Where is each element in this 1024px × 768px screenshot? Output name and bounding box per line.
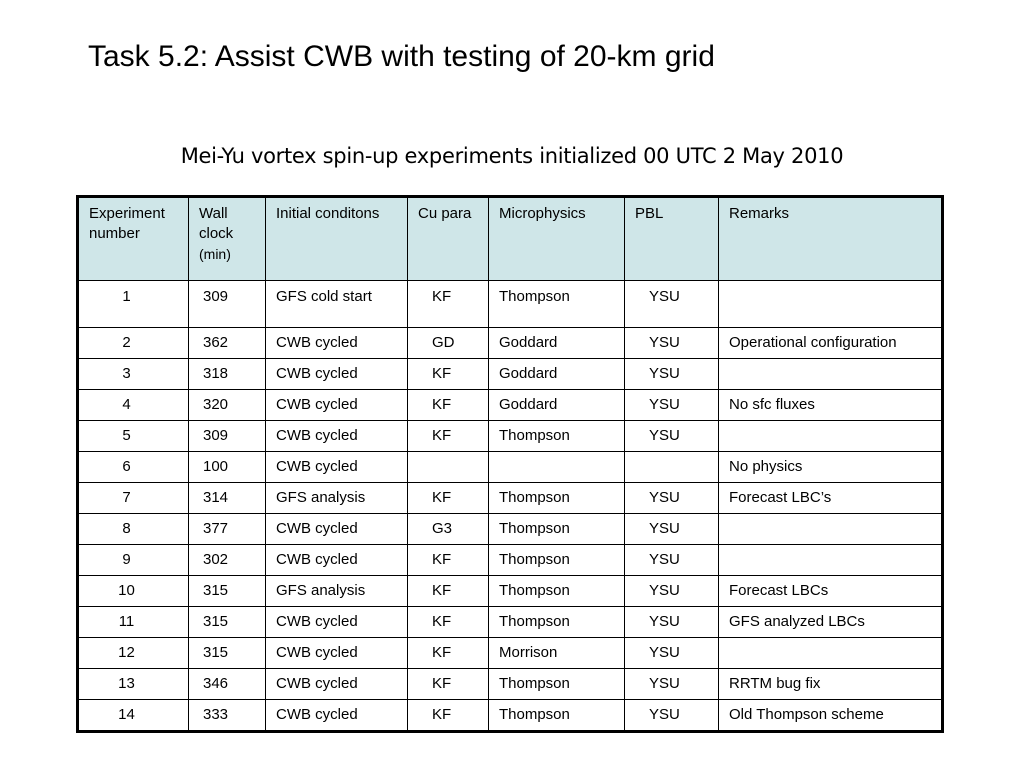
cell-cu-para: KF [408, 545, 489, 576]
cell-initial-conditions: CWB cycled [266, 390, 408, 421]
cell-cu-para [408, 452, 489, 483]
cell-wall-clock: 320 [189, 390, 266, 421]
table-row [78, 514, 943, 545]
cell-experiment-number: 9 [78, 545, 189, 576]
slide-title: Task 5.2: Assist CWB with testing of 20-km grid [88, 40, 715, 73]
cell-pbl: YSU [625, 700, 719, 732]
cell-experiment-number: 3 [78, 359, 189, 390]
cell-experiment-number: 4 [78, 390, 189, 421]
cell-microphysics: Thompson [489, 576, 625, 607]
cell-experiment-number: 7 [78, 483, 189, 514]
cell-cu-para: G3 [408, 514, 489, 545]
cell-initial-conditions: GFS analysis [266, 483, 408, 514]
cell-experiment-number: 12 [78, 638, 189, 669]
cell-cu-para: GD [408, 328, 489, 359]
cell-remarks: Operational configuration [719, 328, 943, 359]
cell-wall-clock: 309 [189, 421, 266, 452]
cell-wall-clock: 315 [189, 576, 266, 607]
cell-cu-para: KF [408, 607, 489, 638]
cell-microphysics: Thompson [489, 545, 625, 576]
cell-experiment-number: 13 [78, 669, 189, 700]
cell-pbl: YSU [625, 281, 719, 328]
cell-cu-para: KF [408, 700, 489, 732]
cell-microphysics: Morrison [489, 638, 625, 669]
cell-experiment-number: 8 [78, 514, 189, 545]
cell-experiment-number: 10 [78, 576, 189, 607]
cell-pbl: YSU [625, 359, 719, 390]
cell-pbl: YSU [625, 514, 719, 545]
cell-remarks [719, 638, 943, 669]
cell-pbl: YSU [625, 669, 719, 700]
cell-wall-clock: 100 [189, 452, 266, 483]
header-microphysics: Microphysics [489, 197, 625, 281]
cell-pbl: YSU [625, 328, 719, 359]
table-row [78, 638, 943, 669]
table-row [78, 700, 943, 732]
cell-remarks: No sfc fluxes [719, 390, 943, 421]
header-cu-para: Cu para [408, 197, 489, 281]
cell-remarks: RRTM bug fix [719, 669, 943, 700]
cell-remarks: Forecast LBCs [719, 576, 943, 607]
cell-experiment-number: 2 [78, 328, 189, 359]
cell-initial-conditions: CWB cycled [266, 669, 408, 700]
table-row [78, 359, 943, 390]
cell-microphysics: Thompson [489, 514, 625, 545]
cell-experiment-number: 11 [78, 607, 189, 638]
cell-wall-clock: 318 [189, 359, 266, 390]
cell-remarks [719, 359, 943, 390]
cell-initial-conditions: CWB cycled [266, 700, 408, 732]
table-row [78, 669, 943, 700]
cell-wall-clock: 315 [189, 607, 266, 638]
cell-experiment-number: 5 [78, 421, 189, 452]
cell-microphysics [489, 452, 625, 483]
header-experiment-number: Experiment number [78, 197, 189, 281]
cell-initial-conditions: CWB cycled [266, 638, 408, 669]
cell-wall-clock: 302 [189, 545, 266, 576]
cell-initial-conditions: CWB cycled [266, 328, 408, 359]
cell-pbl: YSU [625, 545, 719, 576]
cell-wall-clock: 346 [189, 669, 266, 700]
cell-initial-conditions: CWB cycled [266, 607, 408, 638]
cell-wall-clock: 333 [189, 700, 266, 732]
table-row [78, 390, 943, 421]
cell-pbl: YSU [625, 421, 719, 452]
table-caption: Mei-Yu vortex spin-up experiments initialized 00 UTC 2 May 2010 [180, 144, 844, 168]
header-initial-conditions: Initial conditons [266, 197, 408, 281]
cell-pbl: YSU [625, 607, 719, 638]
table-row [78, 328, 943, 359]
cell-microphysics: Thompson [489, 421, 625, 452]
header-row [78, 197, 943, 281]
table-row [78, 281, 943, 328]
table-row [78, 607, 943, 638]
cell-cu-para: KF [408, 576, 489, 607]
cell-initial-conditions: GFS cold start [266, 281, 408, 328]
header-remarks: Remarks [719, 197, 943, 281]
header-wall-clock [189, 197, 266, 281]
cell-pbl: YSU [625, 576, 719, 607]
cell-experiment-number: 14 [78, 700, 189, 732]
cell-pbl: YSU [625, 390, 719, 421]
cell-wall-clock: 314 [189, 483, 266, 514]
cell-remarks: GFS analyzed LBCs [719, 607, 943, 638]
table-row [78, 421, 943, 452]
cell-remarks [719, 421, 943, 452]
cell-initial-conditions: CWB cycled [266, 545, 408, 576]
cell-microphysics: Thompson [489, 669, 625, 700]
cell-pbl: YSU [625, 483, 719, 514]
experiments-table [76, 195, 944, 733]
cell-microphysics: Thompson [489, 281, 625, 328]
cell-microphysics: Thompson [489, 700, 625, 732]
cell-pbl [625, 452, 719, 483]
cell-cu-para: KF [408, 669, 489, 700]
cell-remarks [719, 514, 943, 545]
cell-initial-conditions: CWB cycled [266, 452, 408, 483]
cell-microphysics: Thompson [489, 607, 625, 638]
header-pbl: PBL [625, 197, 719, 281]
cell-cu-para: KF [408, 281, 489, 328]
cell-experiment-number: 1 [78, 281, 189, 328]
cell-cu-para: KF [408, 359, 489, 390]
cell-wall-clock: 377 [189, 514, 266, 545]
cell-wall-clock: 362 [189, 328, 266, 359]
table-row [78, 452, 943, 483]
cell-cu-para: KF [408, 390, 489, 421]
header-wall-clock-label: Wall clock [199, 205, 234, 242]
cell-cu-para: KF [408, 421, 489, 452]
cell-microphysics: Thompson [489, 483, 625, 514]
cell-wall-clock: 315 [189, 638, 266, 669]
cell-microphysics: Goddard [489, 359, 625, 390]
cell-remarks: No physics [719, 452, 943, 483]
table-row [78, 545, 943, 576]
cell-experiment-number: 6 [78, 452, 189, 483]
header-wall-clock-unit: (min) [199, 246, 231, 262]
table-row [78, 576, 943, 607]
cell-cu-para: KF [408, 483, 489, 514]
cell-microphysics: Goddard [489, 328, 625, 359]
cell-cu-para: KF [408, 638, 489, 669]
cell-remarks: Old Thompson scheme [719, 700, 943, 732]
cell-remarks: Forecast LBC’s [719, 483, 943, 514]
cell-initial-conditions: CWB cycled [266, 359, 408, 390]
cell-microphysics: Goddard [489, 390, 625, 421]
cell-initial-conditions: CWB cycled [266, 421, 408, 452]
cell-remarks [719, 545, 943, 576]
cell-initial-conditions: GFS analysis [266, 576, 408, 607]
cell-initial-conditions: CWB cycled [266, 514, 408, 545]
cell-pbl: YSU [625, 638, 719, 669]
cell-remarks [719, 281, 943, 328]
table-row [78, 483, 943, 514]
cell-wall-clock: 309 [189, 281, 266, 328]
